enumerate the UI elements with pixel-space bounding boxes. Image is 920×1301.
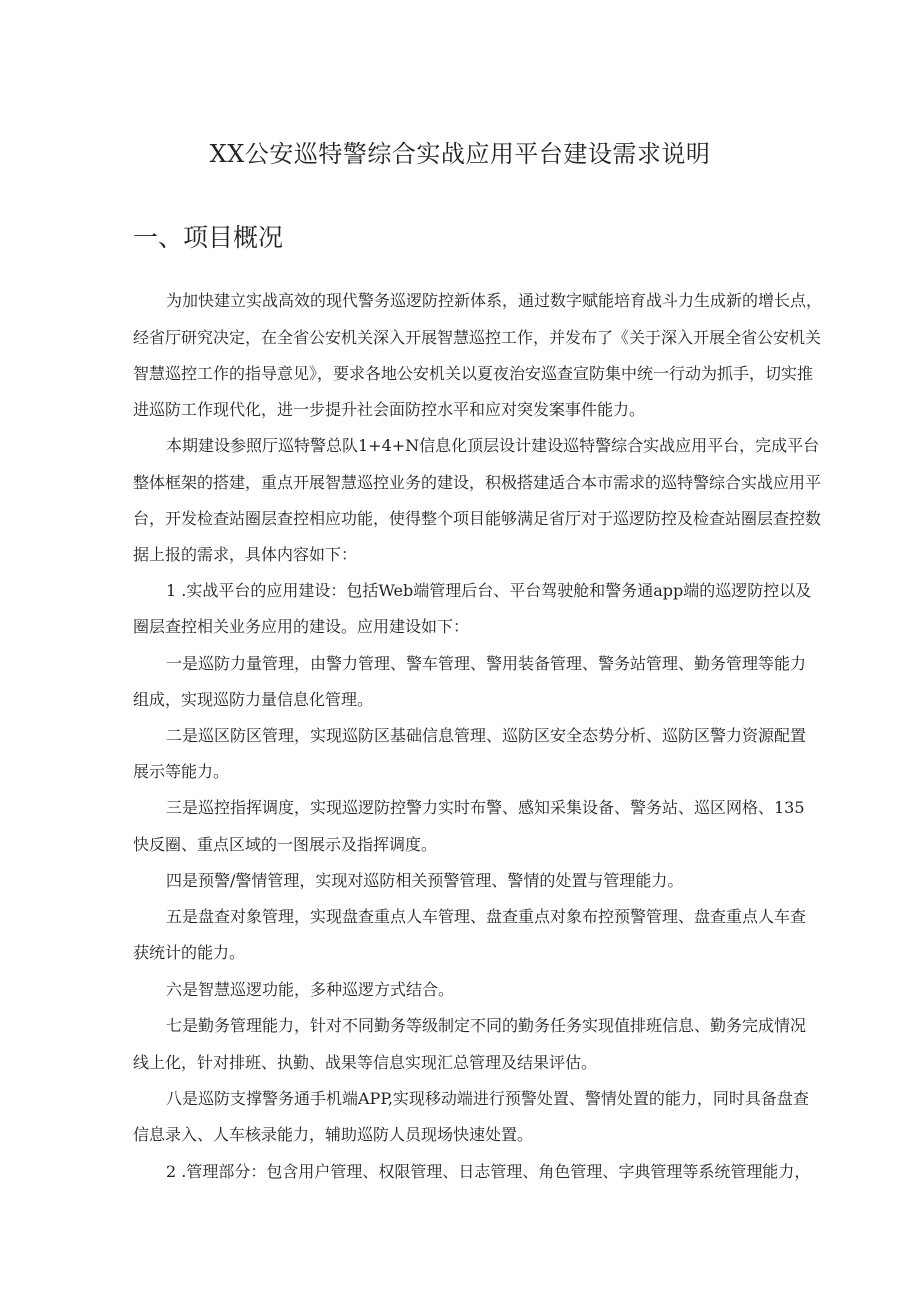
text-line: 台，开发检查站圈层查控相应功能，使得整个项目能够满足省厅对于巡逻防控及检查站圈层查控数 [133,509,822,528]
text-line: 圈层查控相关业务应用的建设。应用建设如下： [133,617,470,636]
text-line: 八是巡防支撑警务通手机端APP,实现移动端进行预警处置、警情处置的能力，同时具备盘查 [166,1089,809,1108]
text-line: 一是巡防力量管理，由警力管理、警车管理、警用装备管理、警务站管理、勤务管理等能力 [166,654,807,673]
text-line: 展示等能力。 [133,762,230,781]
text-line: 组成，实现巡防力量信息化管理。 [133,690,374,709]
text-line: 为加快建立实战高效的现代警务巡逻防控新体系，通过数字赋能培育战斗力生成新的增长点， [166,291,823,310]
text-line: 三是巡控指挥调度，实现巡逻防控警力实时布警、感知采集设备、警务站、巡区网格、135 [166,798,805,817]
text-line: 经省厅研究决定，在全省公安机关深入开展智慧巡控工作，并发布了《关于深入开展全省公安机关 [133,328,822,347]
text-line: 进巡防工作现代化，进一步提升社会面防控水平和应对突发案事件能力。 [133,400,646,419]
text-line: 据上报的需求，具体内容如下： [133,545,358,564]
text-line: 七是勤务管理能力，针对不同勤务等级制定不同的勤务任务实现值排班信息、勤务完成情况 [166,1016,807,1035]
text-line: 六是智慧巡逻功能，多种巡逻方式结合。 [166,980,455,999]
section-heading: 一、项目概况 [133,223,284,252]
text-line: 快反圈、重点区域的一图展示及指挥调度。 [133,835,438,854]
text-line: 信息录入、人车核录能力，辅助巡防人员现场快速处置。 [133,1125,534,1144]
text-line: 本期建设参照厅巡特警总队1+4+N信息化顶层设计建设巡特警综合实战应用平台，完成平台 [166,436,820,455]
text-line: 四是预警/警情管理，实现对巡防相关预警管理、警情的处置与管理能力。 [166,871,684,890]
text-line: 整体框架的搭建，重点开展智慧巡控业务的建设，积极搭建适合本市需求的巡特警综合实战应用平 [133,473,822,492]
text-line: 1 .实战平台的应用建设：包括Web端管理后台、平台驾驶舱和警务通app端的巡逻防控以及 [166,581,812,600]
text-line: 智慧巡控工作的指导意见》，要求各地公安机关以夏夜治安巡查宣防集中统一行动为抓手，切实推 [133,364,814,383]
text-line: 2 .管理部分：包含用户管理、权限管理、日志管理、角色管理、字典管理等系统管理能力， [166,1162,811,1181]
text-line: 五是盘查对象管理，实现盘查重点人车管理、盘查重点对象布控预警管理、盘查重点人车查 [166,907,807,926]
text-line: 获统计的能力。 [133,943,246,962]
text-line: 线上化，针对排班、执勤、战果等信息实现汇总管理及结果评估。 [133,1053,598,1072]
document-title: XX公安巡特警综合实战应用平台建设需求说明 [209,140,711,168]
text-line: 二是巡区防区管理，实现巡防区基础信息管理、巡防区安全态势分析、巡防区警力资源配置 [166,726,807,745]
